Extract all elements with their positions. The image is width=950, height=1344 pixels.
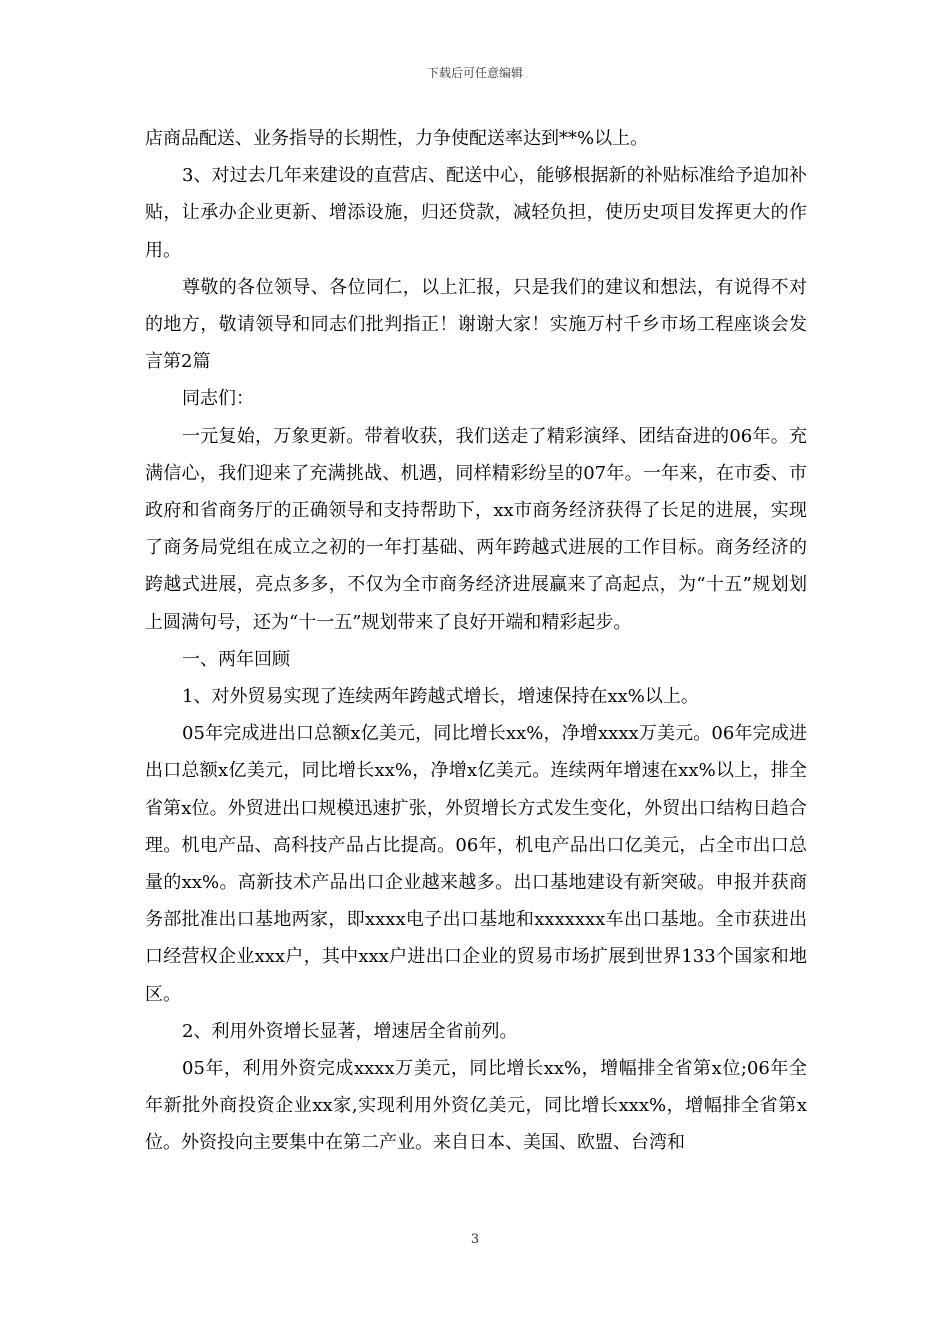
paragraph: 同志们： — [182, 388, 254, 410]
paragraph: 一元复始，万象更新。带着收获，我们送走了精彩演绎、团结奋进的06年。充满信心，我们迎来了充满挑战、机遇，同样精彩纷呈的07年。一年来，在市委、市政府和省商务厅的正确领导和支持帮助下，xx市商务经济获得了长足的进展，实现了商务局党组在成立之初的一年打基础、两年跨越式进展的工作目标。商务经济的跨越式进展，亮点多多，不仅为全市商务经济进展赢来了高起点，为“十五”规划划上圆满句号，还为“十一五”规划带来了良好开端和精彩起步。 — [145, 425, 807, 633]
paragraph: 05年，利用外资完成xxxx万美元，同比增长xx%，增幅排全省第x位;06年全年新批外商投资企业xx家,实现利用外资亿美元，同比增长xxx%，增幅排全省第x位。外资投向主要集中在第二产业。来自日本、美国、欧盟、台湾和 — [145, 1058, 807, 1154]
paragraph: 1、对外贸易实现了连续两年跨越式增长，增速保持在xx%以上。 — [182, 686, 699, 708]
paragraph: 3、对过去几年来建设的直营店、配送中心，能够根据新的补贴标准给予追加补贴，让承办企业更新、增添设施，归还贷款，减轻负担，使历史项目发挥更大的作用。 — [145, 165, 807, 261]
paragraph: 店商品配送、业务指导的长期性，力争使配送率达到**%以上。 — [145, 128, 649, 149]
page-header: 下载后可任意编辑 — [426, 66, 523, 80]
paragraph: 2、利用外资增长显著，增速居全省前列。 — [182, 1020, 518, 1042]
page-number: 3 — [470, 1232, 480, 1247]
document-body — [145, 120, 807, 1162]
paragraph: 尊敬的各位领导、各位同仁，以上汇报，只是我们的建议和想法，有说得不对的地方，敬请领导和同志们批判指正！谢谢大家！实施万村千乡市场工程座谈会发言第2篇 — [145, 276, 807, 373]
section-heading: 一、两年回顾 — [182, 648, 290, 670]
paragraph: 05年完成进出口总额x亿美元，同比增长xx%，净增xxxx万美元。06年完成进出口总额x亿美元，同比增长xx%，净增x亿美元。连续两年增速在xx%以上，排全省第x位。外贸进出口规模迅速扩张，外贸增长方式发生变化，外贸出口结构日趋合理。机电产品、高科技产品占比提高。06年，机电产品出口亿美元，占全市出口总量的xx%。高新技术产品出口企业越来越多。出口基地建设有新突破。申报并获商务部批准出口基地两家，即xxxx电子出口基地和xxxxxxx车出口基地。全市获进出口经营权企业xxx户，其中xxx户进出口企业的贸易市场扩展到世界133个国家和地区。 — [145, 723, 807, 1005]
